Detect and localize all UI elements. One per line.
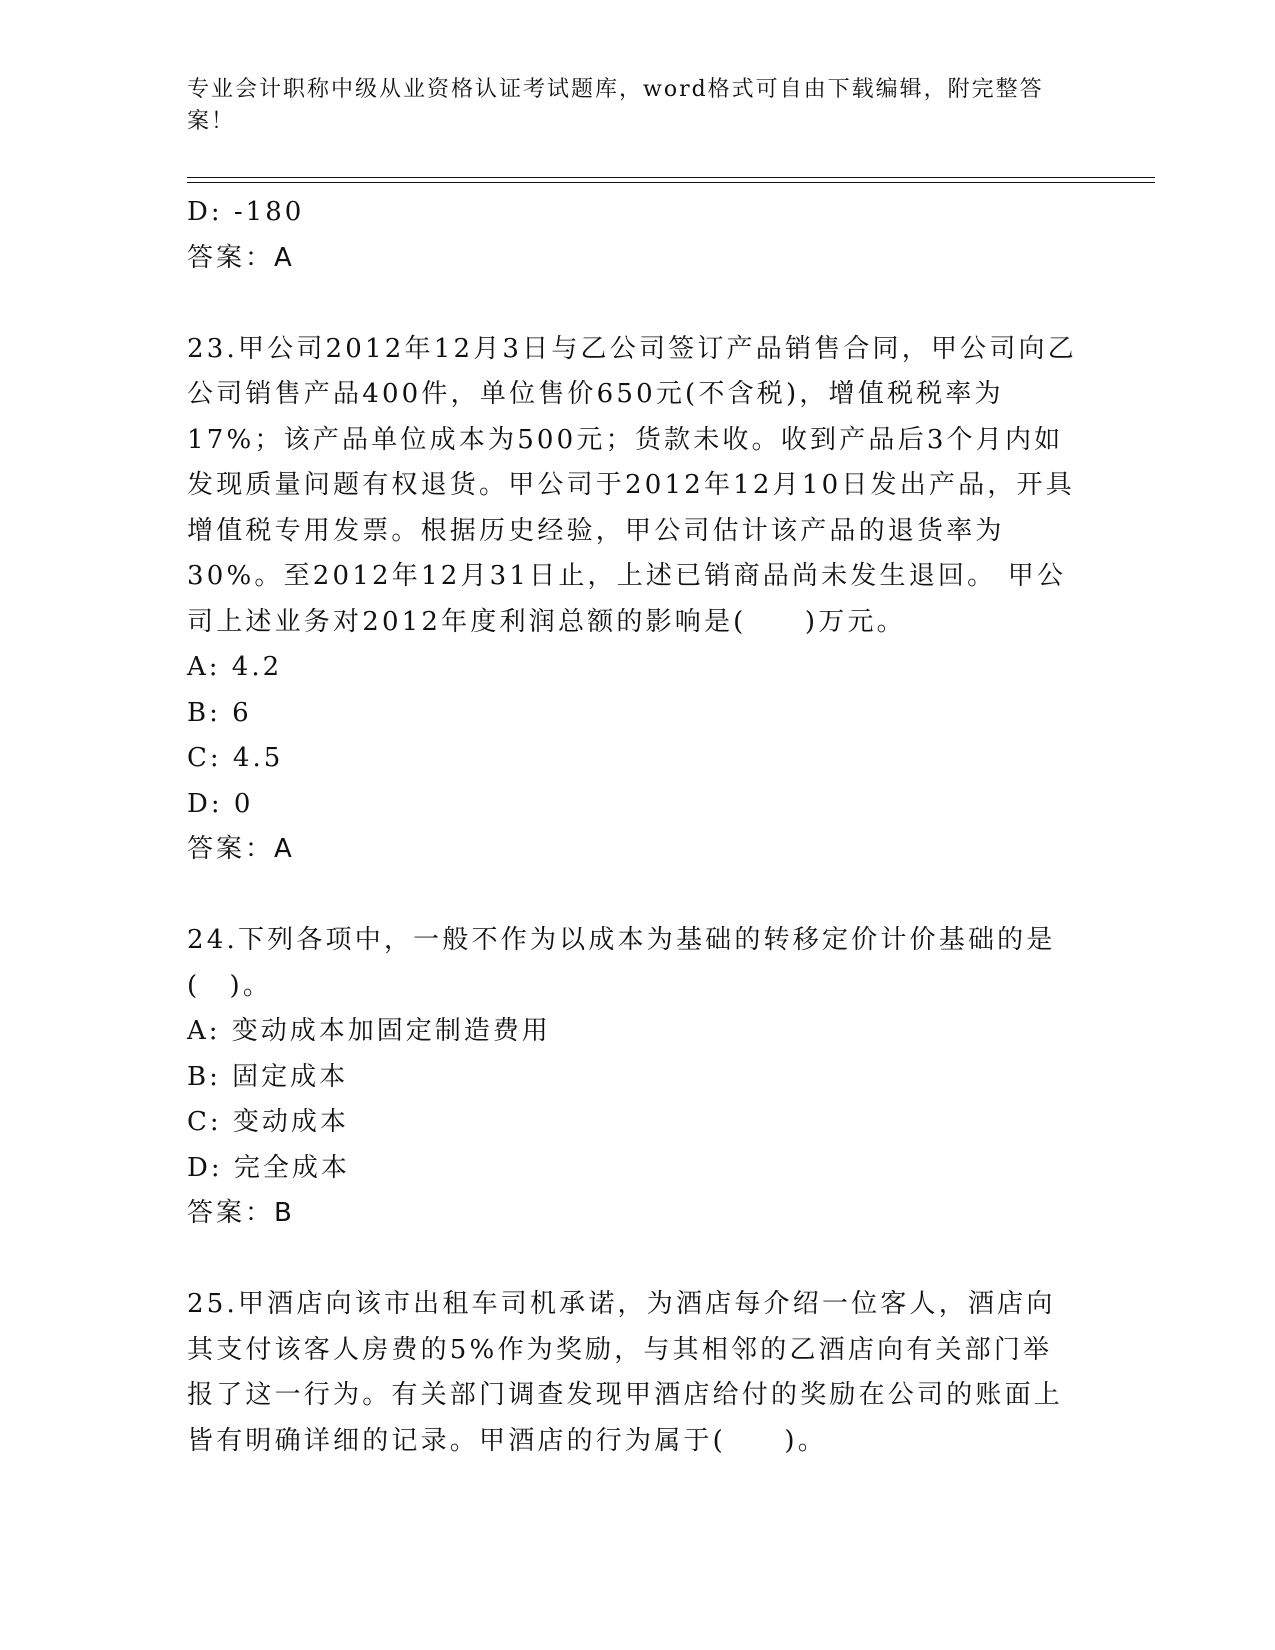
spacer bbox=[187, 281, 1077, 327]
header-rule-bottom bbox=[187, 182, 1155, 183]
q23-text: 23.甲公司2012年12月3日与乙公司签订产品销售合同，甲公司向乙公司销售产品400件，单位售价650元(不含税)，增值税税率为17%；该产品单位成本为500元；货款未收。收到产品后3个月内如发现质量问题有权退货。甲公司于2012年12月10日发出产品，开具增值税专用发票。根据历史经验，甲公司估计该产品的退货率为30%。至2012年12月31日止，上述已销商品尚未发生退回。 甲公司上述业务对2012年度利润总额的影响是( )万元。 bbox=[187, 333, 1077, 637]
document-body bbox=[187, 190, 1077, 1464]
q24-option-c: C: 变动成本 bbox=[187, 1107, 349, 1137]
q23-answer: 答案：A bbox=[187, 834, 295, 864]
q23-option-a: A: 4.2 bbox=[187, 652, 283, 682]
q24-option-a: A: 变动成本加固定制造费用 bbox=[187, 1016, 551, 1046]
header-rule-top bbox=[187, 177, 1155, 178]
q23-option-c: C: 4.5 bbox=[187, 743, 284, 773]
q24-option-d: D: 完全成本 bbox=[187, 1152, 350, 1183]
q24-option-b: B: 固定成本 bbox=[187, 1061, 349, 1092]
page-header: 专业会计职称中级从业资格认证考试题库，word格式可自由下载编辑，附完整答案！ bbox=[187, 77, 1044, 134]
q22-option-d: D: -180 bbox=[187, 197, 305, 227]
q24-text: 24.下列各项中，一般不作为以成本为基础的转移定价计价基础的是( )。 bbox=[187, 925, 1056, 1001]
q25-text: 25.甲酒店向该市出租车司机承诺，为酒店每介绍一位客人，酒店向其支付该客人房费的5%作为奖励，与其相邻的乙酒店向有关部门举报了这一行为。有关部门调查发现甲酒店给付的奖励在公司的账面上皆有明确详细的记录。甲酒店的行为属于( )。 bbox=[187, 1289, 1064, 1456]
q23-option-d: D: 0 bbox=[187, 788, 254, 819]
q23-option-b: B: 6 bbox=[187, 697, 252, 728]
spacer bbox=[187, 873, 1077, 919]
q22-answer: 答案：A bbox=[187, 242, 295, 273]
spacer bbox=[187, 1237, 1077, 1283]
q24-answer: 答案：B bbox=[187, 1198, 295, 1228]
